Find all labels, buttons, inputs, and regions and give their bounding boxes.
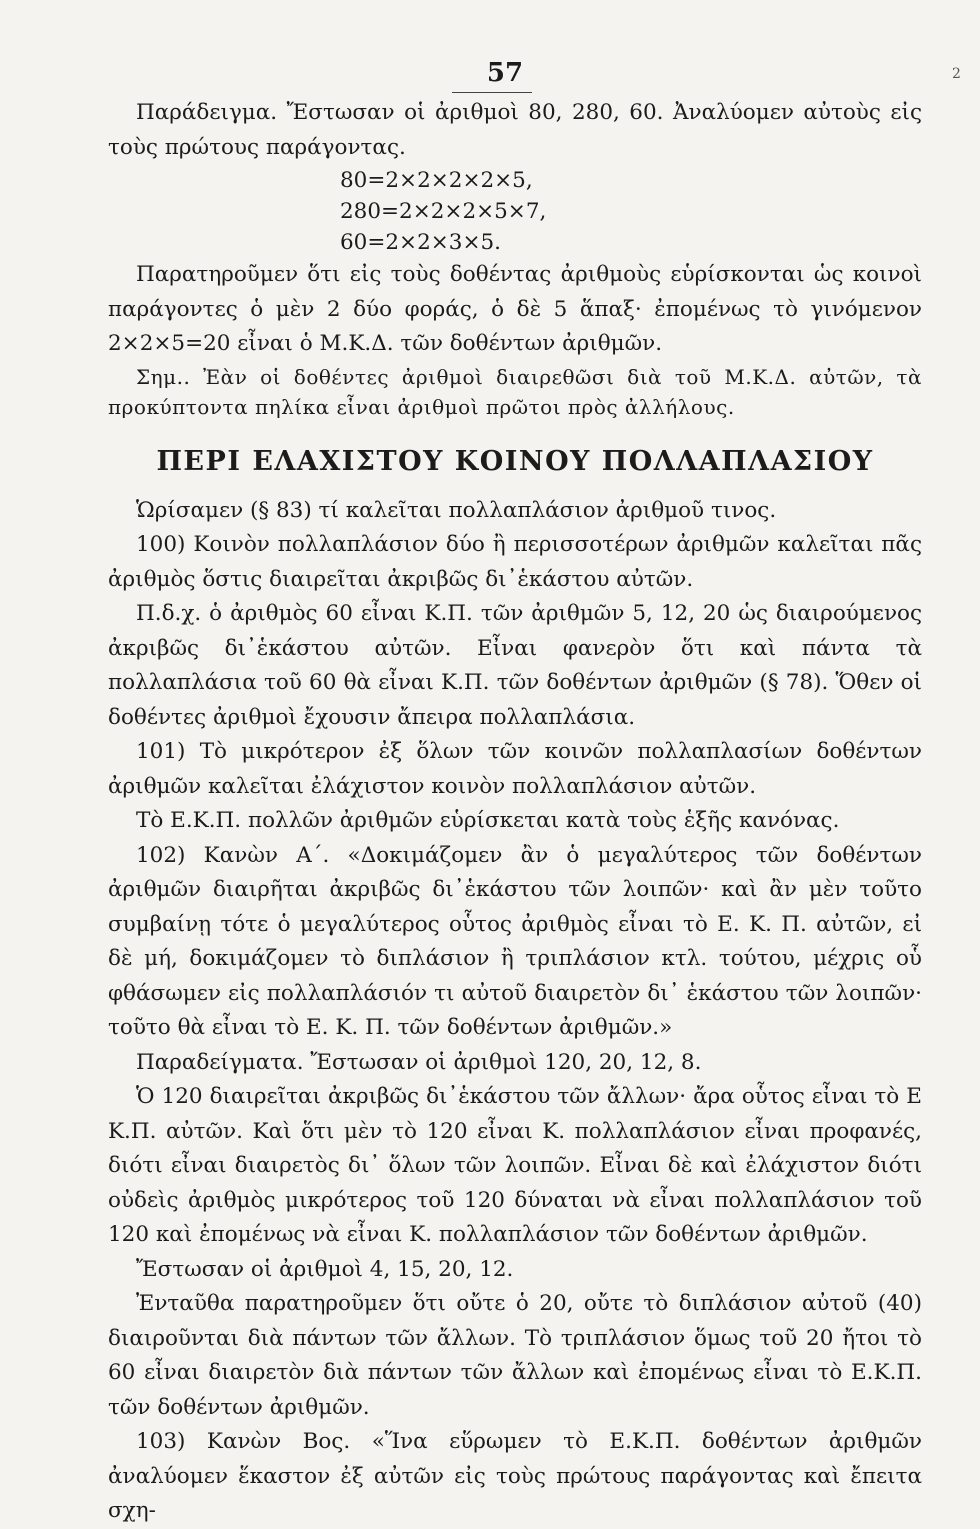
paragraph: Ὡρίσαμεν (§ 83) τί καλεῖται πολλαπλάσιον ἀριθμοῦ τινος. xyxy=(136,497,777,523)
paragraph: Ἔστωσαν οἱ ἀριθμοὶ 4, 15, 20, 12. xyxy=(136,1256,514,1282)
paragraph-102: 102) Κανὼν Α΄. «Δοκιμάζομεν ἂν ὁ μεγαλύτερος τῶν δοθέντων ἀριθμῶν διαιρῆται ἀκριβῶς δι᾿ἑκάστου τῶν λοιπῶν· καὶ ἂν μὲν τοῦτο συμβαίνῃ τότε ὁ μεγαλύτερος οὗτος ἀριθμὸς εἶναι τὸ Ε. Κ. Π. αὐτῶν, εἰ δὲ μή, δοκιμάζομεν τὸ διπλάσιον ἢ τριπλάσιον κτλ. τούτου, μέχρις οὗ φθάσωμεν εἰς πολλαπλάσιόν τι αὐτοῦ διαιρετὸν δι᾿ ἑκάστου τῶν λοιπῶν· τοῦτο θὰ εἶναι τὸ Ε. Κ. Π. τῶν δοθέντων ἀριθμῶν.» xyxy=(108,842,922,1040)
paragraph: Τὸ Ε.Κ.Π. πολλῶν ἀριθμῶν εὑρίσκεται κατὰ τοὺς ἑξῆς κανόνας. xyxy=(136,808,840,833)
factorization-line: 60=2×2×3×5. xyxy=(340,230,501,255)
example-paragraph: Παράδειγμα. Ἔστωσαν οἱ ἀριθμοὶ 80, 280, 60. Ἀναλύομεν αὐτοὺς εἰς τοὺς πρώτους παράγοντας. xyxy=(108,100,922,160)
section-heading: ΠΕΡΙ ΕΛΑΧΙΣΤΟΥ ΚΟΙΝΟΥ ΠΟΛΛΑΠΛΑΣΙΟΥ xyxy=(156,445,874,477)
page-number: 57 xyxy=(486,58,524,88)
paragraph-100: 100) Κοινὸν πολλαπλάσιον δύο ἢ περισσοτέρων ἀριθμῶν καλεῖται πᾶς ἀριθμὸς ὅστις διαιρεῖται ἀκριβῶς δι᾿ἑκάστου αὐτῶν. xyxy=(108,532,922,592)
paragraph-examples: Παραδείγματα. Ἔστωσαν οἱ ἀριθμοὶ 120, 20, 12, 8. xyxy=(136,1049,702,1075)
paragraph: Ὁ 120 διαιρεῖται ἀκριβῶς δι᾿ἑκάστου τῶν ἄλλων· ἄρα οὗτος εἶναι τὸ Ε Κ.Π. αὐτῶν. Καὶ ὅτι μὲν τὸ 120 εἶναι Κ. πολλαπλάσιον εἶναι προφανές, διότι εἶναι διαιρετὸς δι᾿ ὅλων τῶν λοιπῶν. Εἶναι δὲ καὶ ἐλάχιστον διότι οὐδεὶς ἀριθμὸς μικρότερος τοῦ 120 δύναται νὰ εἶναι πολλαπλάσιον τοῦ 120 καὶ ἐπομένως νὰ εἶναι Κ. πολλαπλάσιον τῶν δοθέντων ἀριθμῶν. xyxy=(108,1084,922,1247)
scholion-note: Σημ.. Ἐὰν οἱ δοθέντες ἀριθμοὶ διαιρεθῶσι διὰ τοῦ Μ.Κ.Δ. αὐτῶν, τὰ προκύπτοντα πηλίκα εἶναι ἀριθμοὶ πρῶτοι πρὸς ἀλλήλους. xyxy=(108,364,922,419)
paragraph: Ἐνταῦθα παρατηροῦμεν ὅτι οὔτε ὁ 20, οὔτε τὸ διπλάσιον αὐτοῦ (40) διαιροῦνται διὰ πάντων τῶν ἄλλων. Τὸ τριπλάσιον ὅμως τοῦ 20 ἤτοι τὸ 60 εἶναι διαιρετὸν διὰ πάντων τῶν ἄλλων καὶ ἐπομένως εἶναι τὸ Ε.Κ.Π. τῶν δοθέντων ἀριθμῶν. xyxy=(108,1291,922,1420)
paragraph-103: 103) Κανὼν Βος. «Ἵνα εὕρωμεν τὸ Ε.Κ.Π. δοθέντων ἀριθμῶν ἀναλύομεν ἕκαστον ἐξ αὐτῶν εἰς τοὺς πρώτους παράγοντας καὶ ἔπειτα σχη- xyxy=(108,1429,922,1523)
paragraph-101: 101) Τὸ μικρότερον ἐξ ὅλων τῶν κοινῶν πολλαπλασίων δοθέντων ἀριθμῶν καλεῖται ἐλάχιστον κοινὸν πολλαπλάσιον αὐτῶν. xyxy=(108,739,922,799)
factorization-line: 280=2×2×2×5×7, xyxy=(340,199,547,224)
paragraph-example: Π.δ.χ. ὁ ἀριθμὸς 60 εἶναι Κ.Π. τῶν ἀριθμῶν 5, 12, 20 ὡς διαιρούμενος ἀκριβῶς δι᾿ἑκάστου αὐτῶν. Εἶναι φανερὸν ὅτι καὶ πάντα τὰ πολλαπλάσια τοῦ 60 θὰ εἶναι Κ.Π. τῶν δοθέντων ἀριθμῶν (§ 78). Ὅθεν οἱ δοθέντες ἀριθμοὶ ἔχουσιν ἄπειρα πολλαπλάσια. xyxy=(108,601,922,730)
observation-paragraph: Παρατηροῦμεν ὅτι εἰς τοὺς δοθέντας ἀριθμοὺς εὑρίσκονται ὡς κοινοὶ παράγοντες ὁ μὲν 2 δύο φοράς, ὁ δὲ 5 ἅπαξ· ἐπομένως τὸ γινόμενον 2×2×5=20 εἶναι ὁ Μ.Κ.Δ. τῶν δοθέντων ἀριθμῶν. xyxy=(108,262,922,356)
corner-mark: 2 xyxy=(952,66,961,82)
page-number-rule xyxy=(452,92,532,93)
page-body xyxy=(108,96,922,1529)
factorization-line: 80=2×2×2×2×5, xyxy=(340,168,533,193)
